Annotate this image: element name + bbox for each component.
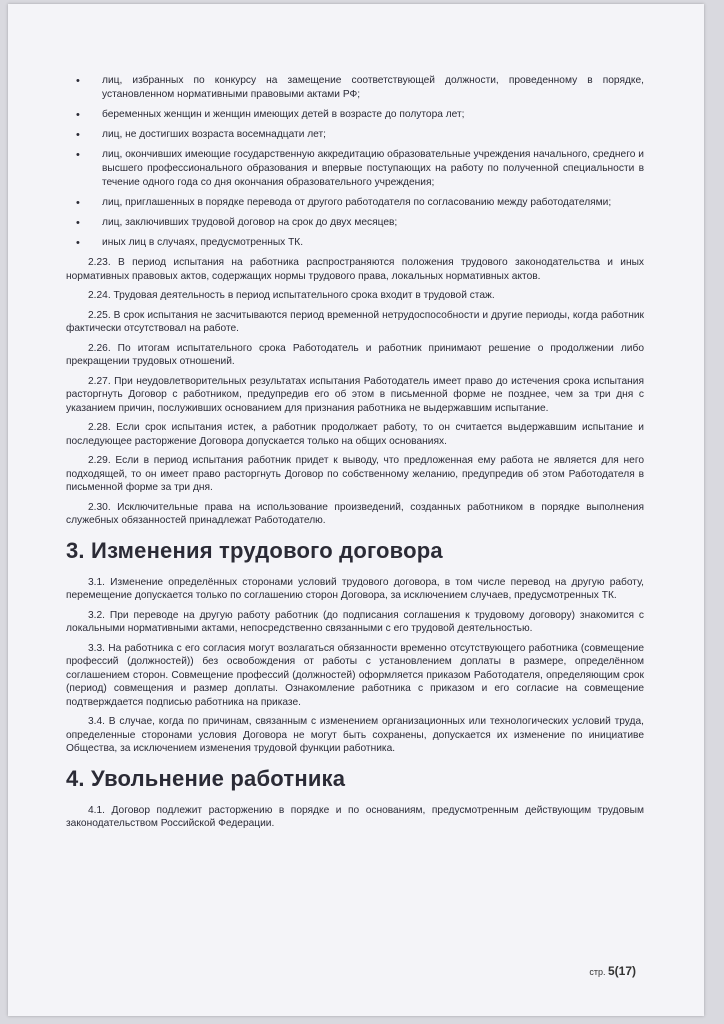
- page-count: 5(17): [607, 964, 636, 978]
- bullet-icon: •: [76, 109, 80, 121]
- page-label: стр.: [589, 967, 606, 977]
- list-item: • беременных женщин и женщин имеющих детей в возрасте до полутора лет;: [76, 109, 465, 121]
- clause-4-1: 4.1. Договор подлежит расторжению в порядке и по основаниям, предусмотренным действующим трудовым законодательством Российской Федерации.: [66, 804, 644, 829]
- clause-2-27: 2.27. При неудовлетворительных результатах испытания Работодатель имеет право до истечения срока испытания расторгнуть Договор с работником, предупредив его об этом в письменной форме не позднее, чем за три дня с указанием причин, послуживших основанием для признания работника не выдержавшим испытание.: [66, 375, 644, 414]
- section-3-heading: 3. Изменения трудового договора: [66, 537, 443, 563]
- clause-2-28: 2.28. Если срок испытания истек, а работник продолжает работу, то он считается выдержавшим испытание и последующее расторжение Договора допускается только на общих основаниях.: [66, 422, 644, 447]
- clause-2-29: 2.29. Если в период испытания работник придет к выводу, что предложенная ему работа не является для него подходящей, то он имеет право расторгнуть Договор по собственному желанию, предупредив об этом Работодателя в письменной форме за три дня.: [66, 455, 644, 493]
- clause-3-4: 3.4. В случае, когда по причинам, связанным с изменением организационных или технологических условий труда, определенные сторонами условия Договора не могут быть сохранены, допускается их изменение по инициативе Общества, за исключением изменения трудовой функции работника.: [66, 716, 644, 754]
- clause-3-1: 3.1. Изменение определённых сторонами условий трудового договора, в том числе перевод на другую работу, перемещение допускается только по соглашению сторон Договора, за исключением случаев, предусмотренных ТК.: [66, 576, 644, 601]
- bullet-icon: •: [76, 75, 80, 87]
- probation-exemption-list: [66, 74, 644, 250]
- list-item: • лиц, заключивших трудовой договор на срок до двух месяцев;: [76, 217, 398, 229]
- list-item: • лиц, окончивших имеющие государственную аккредитацию образовательные учреждения начального, среднего и высшего профессионального образования и впервые поступающих на работу по полученной специальности в течение одного года со дня окончания образовательного учреждения;: [76, 149, 644, 188]
- bullet-icon: •: [76, 197, 80, 209]
- bullet-icon: •: [76, 237, 80, 249]
- bullet-icon: •: [76, 129, 80, 141]
- clause-2-26: 2.26. По итогам испытательного срока Работодатель и работник принимают решение о продолжении либо прекращении трудовых отношений.: [66, 342, 644, 367]
- bullet-icon: •: [76, 149, 80, 161]
- clause-2-24: 2.24. Трудовая деятельность в период испытательного срока входит в трудовой стаж.: [88, 290, 495, 301]
- list-item: • лиц, приглашенных в порядке перевода от другого работодателя по согласованию между работодателями;: [76, 197, 612, 209]
- list-item: • лиц, не достигших возраста восемнадцати лет;: [76, 129, 327, 141]
- clause-3-3: 3.3. На работника с его согласия могут возлагаться обязанности временно отсутствующего работника (совмещение профессий (должностей)) без освобождения от работы с установлением доплаты в размере, определённом соглашением сторон. Совмещение профессий (должностей) оформляется приказом Работодателя, определяющим срок (период) совмещения и размер доплаты. Ознакомление работника с приказом и его согласие на совмещение подтверждается подписью работника на приказе.: [66, 642, 644, 708]
- clause-2-23: 2.23. В период испытания на работника распространяются положения трудового законодательства и иных нормативных правовых актов, содержащих нормы трудового права, локальных нормативных актов.: [66, 257, 644, 282]
- clause-3-2: 3.2. При переводе на другую работу работник (до подписания соглашения к трудовому договору) знакомится с локальными нормативными актами, непосредственно связанными с его трудовой деятельностью.: [66, 609, 644, 634]
- list-item: • иных лиц в случаях, предусмотренных ТК.: [76, 237, 304, 249]
- document-page: [8, 4, 704, 1016]
- clause-2-25: 2.25. В срок испытания не засчитываются период временной нетрудоспособности и другие периоды, когда работник фактически отсутствовал на работе.: [66, 309, 644, 334]
- page-content: [66, 74, 644, 837]
- clause-2-30: 2.30. Исключительные права на использование произведений, созданных работником в порядке выполнения служебных обязанностей принадлежат Работодателю.: [66, 501, 644, 526]
- section-4-heading: 4. Увольнение работника: [66, 765, 346, 791]
- bullet-icon: •: [76, 217, 80, 229]
- page-number: [589, 964, 636, 978]
- list-item: • лиц, избранных по конкурсу на замещение соответствующей должности, проведенному в порядке, установленном нормативными правовыми актами РФ;: [76, 75, 644, 100]
